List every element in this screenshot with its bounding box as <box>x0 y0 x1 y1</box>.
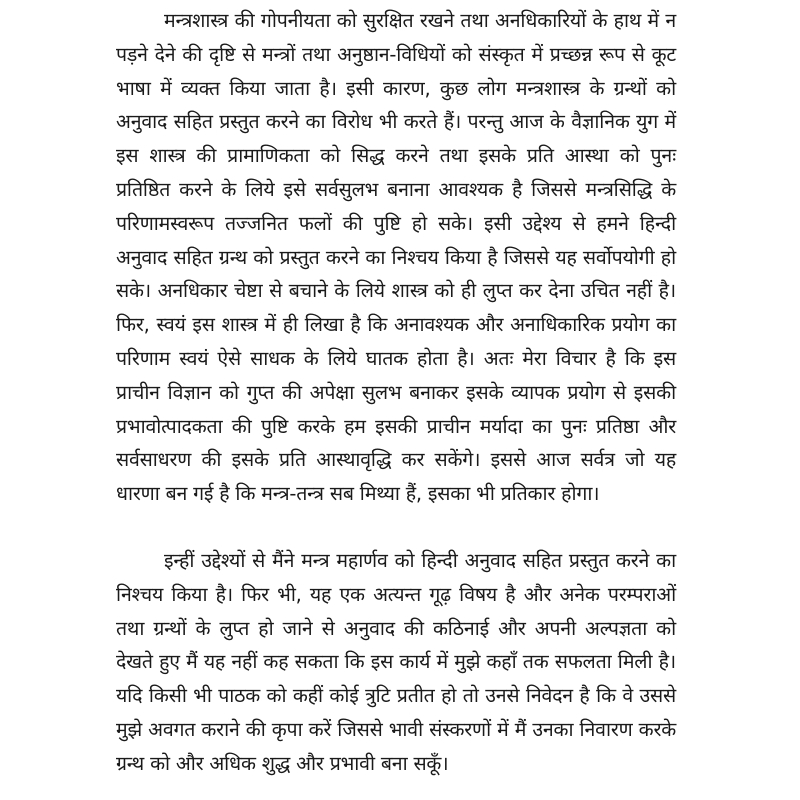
paragraph-1: मन्त्रशास्त्र की गोपनीयता को सुरक्षित रखने तथा अनधिकारियों के हाथ में न पड़ने देने की दृष्टि से मन्त्रों तथा अनुष्ठान-विधियों को संस्कृत में प्रच्छन्न रूप से कूट भाषा में व्यक्त किया जाता है। इसी कारण, कुछ लोग मन्त्रशास्त्र के ग्रन्थों को अनुवाद सहित प्रस्तुत करने का विरोध भी करते हैं। परन्तु आज के वैज्ञानिक युग में इस शास्त्र की प्रामाणिकता को सिद्ध करने तथा इसके प्रति आस्था को पुनः प्रतिष्ठित करने के लिये इसे सर्वसुलभ बनाना आवश्यक है जिससे मन्त्रसिद्धि के परिणामस्वरूप तज्जनित फलों की पुष्टि हो सके। इसी उद्देश्य से हमने हिन्दी अनुवाद सहित ग्रन्थ को प्रस्तुत करने का निश्चय किया है जिससे यह सर्वोपयोगी हो सके। अनधिकार चेष्टा से बचाने के लिये शास्त्र को ही लुप्त कर देना उचित नहीं है। फिर, स्वयं इस शास्त्र में ही लिखा है कि अनावश्यक और अनाधिकारिक प्रयोग का परिणाम स्वयं ऐसे साधक के लिये घातक होता है। अतः मेरा विचार है कि इस प्राचीन विज्ञान को गुप्त की अपेक्षा सुलभ बनाकर इसके व्यापक प्रयोग से इसकी प्रभावोत्पादकता की पुष्टि करके हम इसकी प्राचीन मर्यादा का पुनः प्रतिष्ठा और सर्वसाधरण की इसके प्रति आस्थावृद्धि कर सकेंगे। इससे आज सर्वत्र जो यह धारणा बन गई है कि मन्त्र-तन्त्र सब मिथ्या हैं, इसका भी प्रतिकार होगा। <box>116 9 676 506</box>
paragraph-2: इन्हीं उद्देश्यों से मैंने मन्त्र महार्णव को हिन्दी अनुवाद सहित प्रस्तुत करने का निश्चय किया है। फिर भी, यह एक अत्यन्त गूढ़ विषय है और अनेक परम्पराओं तथा ग्रन्थों के लुप्त हो जाने से अनुवाद की कठिनाई और अपनी अल्पज्ञता को देखते हुए मैं यह नहीं कह सकता कि इस कार्य में मुझे कहाँ तक सफलता मिली है। यदि किसी भी पाठक को कहीं कोई त्रुटि प्रतीत हो तो उनसे निवेदन है कि वे उससे मुझे अवगत कराने की कृपा करें जिससे भावी संस्करणों में मैं उनका निवारण करके ग्रन्थ को और अधिक शुद्ध और प्रभावी बना सकूँ। <box>116 549 676 775</box>
